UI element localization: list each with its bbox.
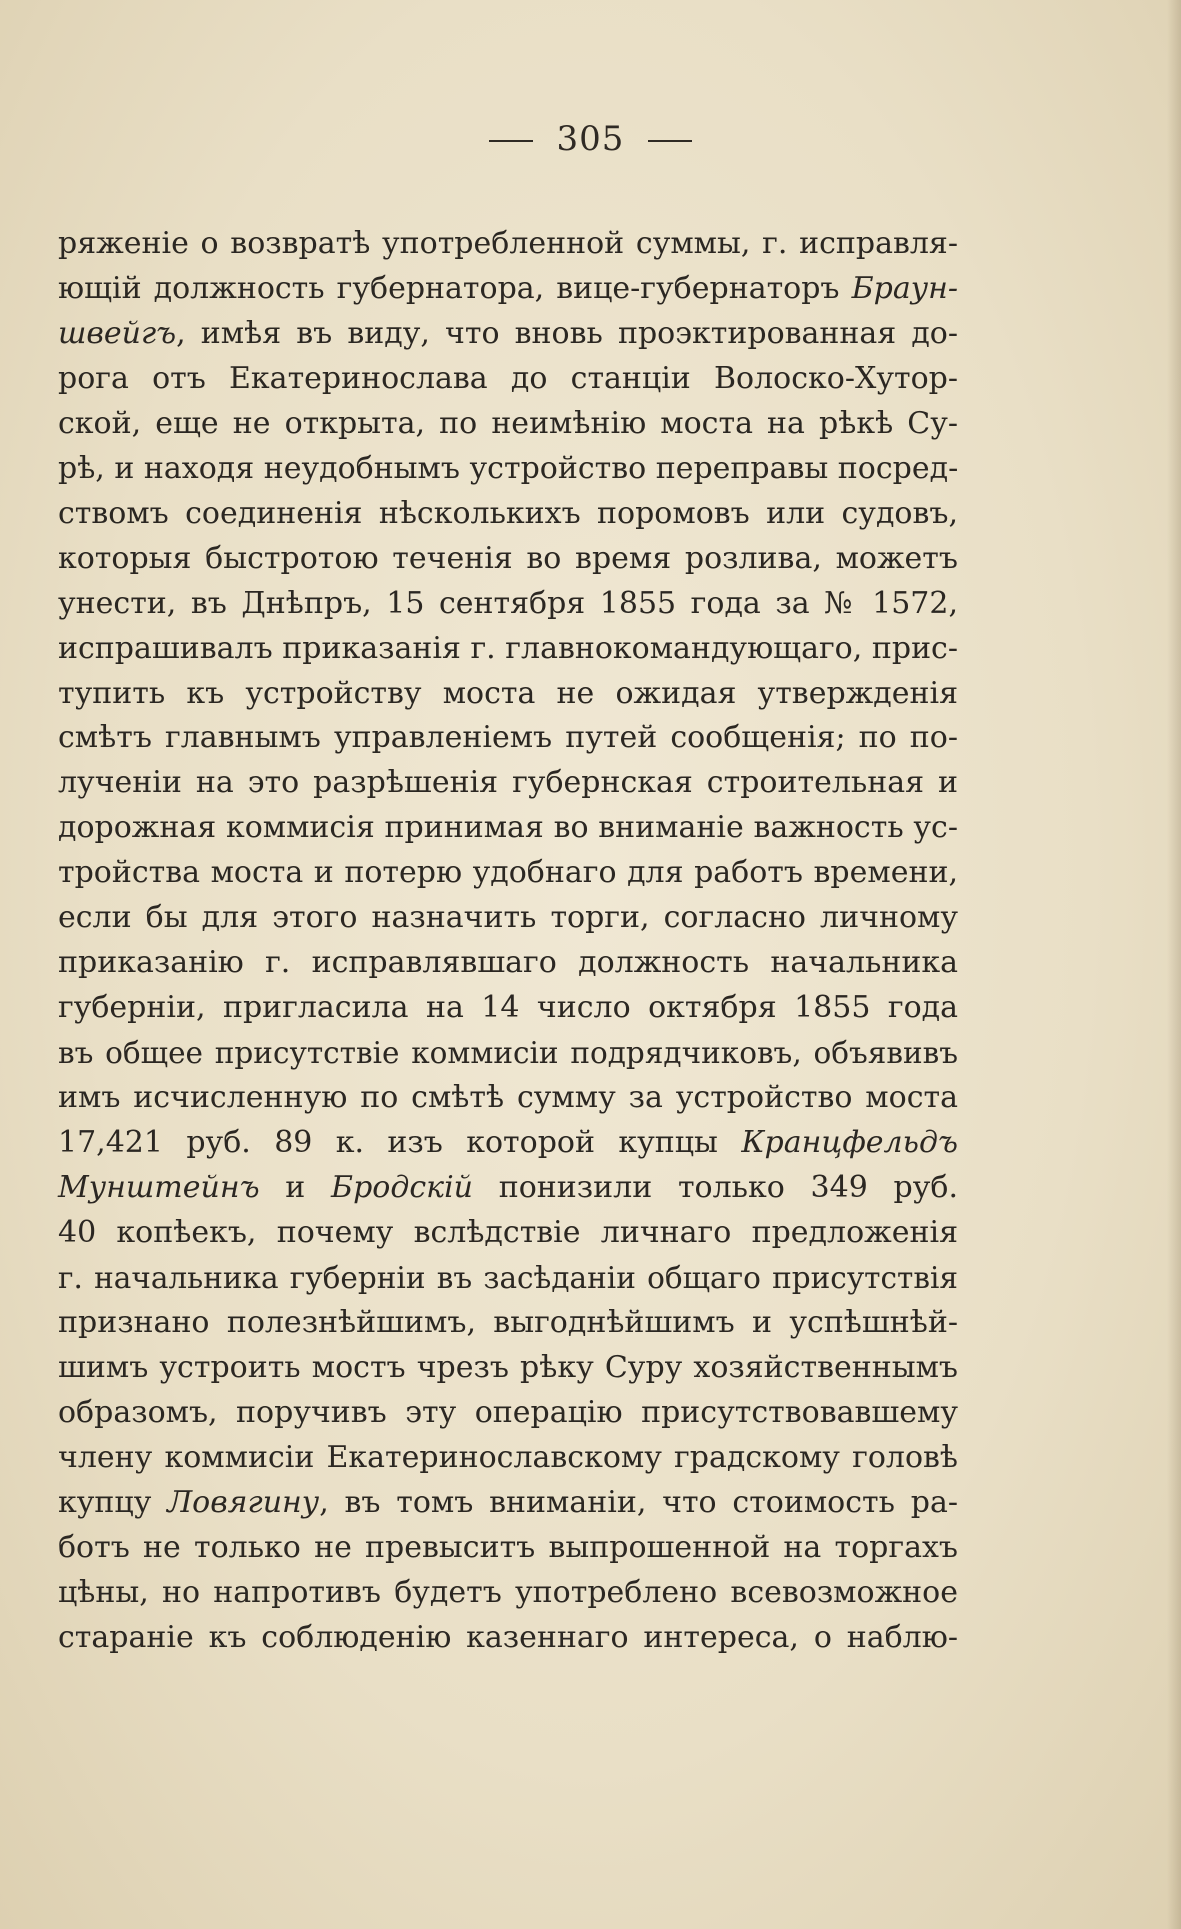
text-segment: образомъ, поручивъ эту операцію присутствовавшему [58, 1394, 958, 1430]
text-segment: приказанію г. исправлявшаго должность начальника [58, 945, 958, 981]
text-line [58, 1616, 958, 1661]
text-segment: тройства моста и потерю удобнаго для работъ времени, [58, 855, 958, 891]
text-segment: г. начальника губерніи въ засѣданіи общаго присутствія [58, 1260, 958, 1295]
text-line [58, 312, 958, 357]
text-line [58, 447, 958, 492]
text-line [58, 582, 958, 627]
italic-name: Браун- [851, 270, 958, 306]
page-number: 305 [556, 119, 625, 159]
text-line [58, 357, 958, 402]
italic-name: Кранцфельдъ [741, 1125, 958, 1161]
text-line [58, 672, 958, 717]
text-line [58, 1571, 958, 1616]
text-segment: ющій должность губернатора, вице-губернаторъ [58, 270, 852, 306]
text-line [58, 1166, 958, 1211]
text-segment: , имѣя въ виду, что вновь проэктированная до- [176, 315, 958, 351]
text-segment: ствомъ соединенія нѣсколькихъ поромовъ или судовъ, [58, 495, 958, 531]
text-segment: тупить къ устройству моста не ожидая утвержденія [58, 675, 958, 711]
text-segment: и [259, 1170, 332, 1206]
text-line [58, 941, 958, 986]
text-segment: испрашивалъ приказанія г. главнокомандующаго, прис- [58, 630, 958, 666]
text-line [58, 1076, 958, 1121]
text-segment: въ общее присутствіе коммисіи подрядчиковъ, объявивъ [58, 1036, 958, 1071]
text-line [58, 1211, 958, 1256]
left-dash [489, 140, 533, 142]
text-segment: лученіи на это разрѣшенія губернская строительная и [58, 765, 958, 801]
text-segment: признано полезнѣйшимъ, выгоднѣйшимъ и успѣшнѣй- [58, 1304, 958, 1340]
text-segment: понизили только 349 руб. [473, 1170, 958, 1206]
text-segment: стараніе къ соблюденію казеннаго интереса, о наблю- [58, 1619, 958, 1655]
text-line [58, 716, 958, 761]
text-line [58, 851, 958, 896]
text-line [58, 1256, 958, 1301]
text-line [58, 1346, 958, 1391]
text-line [58, 1301, 958, 1346]
right-dash [648, 140, 692, 142]
text-segment: рога отъ Екатеринослава до станціи Волоско-Хутор- [58, 360, 958, 396]
text-line [58, 222, 958, 267]
text-segment: рѣ, и находя неудобнымъ устройство переправы посред- [58, 450, 959, 486]
text-segment: если бы для этого назначить торги, согласно личному [58, 900, 958, 936]
text-line [58, 1121, 958, 1166]
italic-name: Бродскій [331, 1170, 474, 1206]
text-segment: губерніи, пригласила на 14 число октября 1855 года [58, 990, 958, 1026]
text-segment: ской, еще не открыта, по неимѣнію моста на рѣкѣ Су- [58, 405, 958, 441]
text-line [58, 1391, 958, 1436]
text-segment: 17,421 руб. 89 к. изъ которой купцы [58, 1125, 742, 1161]
italic-name: Мунштейнъ [58, 1170, 260, 1206]
text-segment: ботъ не только не превыситъ выпрошенной на торгахъ [58, 1529, 958, 1565]
text-segment: шимъ устроить мостъ чрезъ рѣку Суру хозяйственнымъ [58, 1349, 958, 1385]
text-line [58, 1031, 958, 1076]
text-segment: 40 копѣекъ, почему вслѣдствіе личнаго предложенія [58, 1214, 958, 1250]
text-segment: унести, въ Днѣпръ, 15 сентября 1855 года за № 1572, [58, 585, 958, 621]
text-line [58, 1526, 958, 1571]
text-line [58, 627, 958, 672]
text-segment: купцу [58, 1484, 168, 1520]
text-segment: имъ исчисленную по смѣтѣ сумму за устройство моста [58, 1080, 958, 1116]
text-line [58, 806, 958, 851]
text-segment: , въ томъ вниманіи, что стоимость ра- [319, 1484, 958, 1520]
italic-name: швейгъ [58, 315, 177, 351]
text-line [58, 896, 958, 941]
italic-name: Ловягину [167, 1484, 320, 1520]
text-segment: смѣтъ главнымъ управленіемъ путей сообщенія; по по- [58, 720, 958, 756]
text-line [58, 267, 958, 312]
body-text [58, 222, 958, 1661]
text-line [58, 1436, 958, 1481]
text-line [58, 492, 958, 537]
text-segment: дорожная коммисія принимая во вниманіе важность ус- [58, 810, 958, 846]
text-segment: цѣны, но напротивъ будетъ употреблено всевозможное [58, 1574, 958, 1610]
text-line [58, 537, 958, 582]
text-line [58, 402, 958, 447]
text-line [58, 1481, 958, 1526]
page-number-header [0, 119, 1181, 159]
text-segment: ряженіе о возвратѣ употребленной суммы, г. исправля- [58, 226, 958, 261]
page-edge-shadow [1167, 0, 1181, 1929]
text-segment: которыя быстротою теченія во время розлива, можетъ [58, 540, 958, 576]
text-line [58, 986, 958, 1031]
text-segment: члену коммисіи Екатеринославскому градскому головѣ [58, 1439, 958, 1475]
text-line [58, 761, 958, 806]
